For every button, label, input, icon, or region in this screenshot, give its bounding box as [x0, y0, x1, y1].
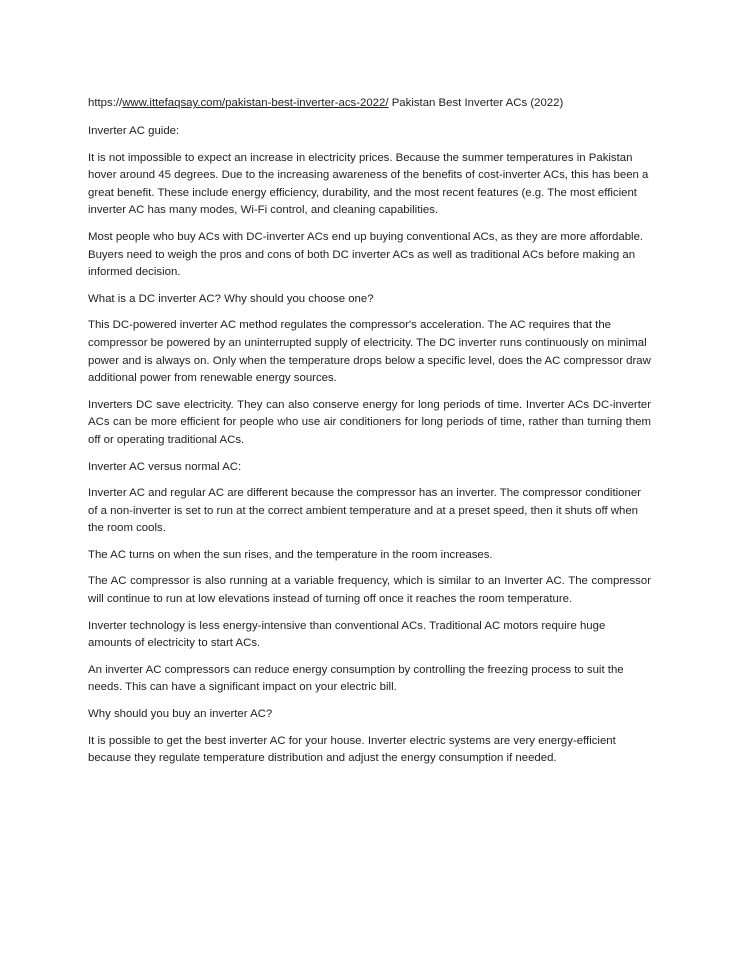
section-heading-guide: Inverter AC guide:: [88, 125, 180, 137]
paragraph-variable-frequency: The AC compressor is also running at a variable frequency, which is similar to an Inverter AC. The compressor will continue to run at low elevations instead of turning off once it reaches the room temperature.: [88, 575, 651, 606]
section-heading-versus: Inverter AC versus normal AC:: [88, 460, 242, 473]
paragraph-prices: It is not impossible to expect an increase in electricity prices. Because the summer temperatures in Pakistan hover around 45 degrees. Due to the increasing awareness of the benefits of cost-inverter ACs, this has been a great benefit. These include energy efficiency, durability, and the most recent features (e.g. The most efficient inverter AC has many modes, Wi-Fi control, and cleaning capabilities.: [88, 151, 649, 217]
section-heading-why-buy: Why should you buy an inverter AC?: [88, 708, 273, 721]
article-title: Pakistan Best Inverter ACs (2022): [391, 97, 564, 109]
paragraph-compressors: An inverter AC compressors can reduce energy consumption by controlling the freezing process to suit the needs. This can have a significant impact on your electric bill.: [88, 663, 624, 694]
paragraph-save-electricity: Inverters DC save electricity. They can also conserve energy for long periods of time. Inverter ACs DC-inverter ACs can be more efficient for people who use air conditioners for long periods of time, rather than turning them off or operating traditional ACs.: [88, 398, 651, 446]
source-line: [88, 95, 651, 111]
section-heading-what-is: What is a DC inverter AC? Why should you choose one?: [88, 292, 374, 305]
url-prefix: https://: [88, 97, 123, 109]
paragraph-sun-rises: The AC turns on when the sun rises, and the temperature in the room increases.: [88, 548, 493, 561]
paragraph-buyers: Most people who buy ACs with DC-inverter ACs end up buying conventional ACs, as they are more affordable. Buyers need to weigh the pros and cons of both DC inverter ACs as well as traditional ACs before making an informed decision.: [88, 230, 644, 279]
paragraph-less-energy: Inverter technology is less energy-intensive than conventional ACs. Traditional AC motors require huge amounts of electricity to start ACs.: [88, 619, 606, 650]
source-url-link[interactable]: www.ittefaqsay.com/pakistan-best-inverter-acs-2022/: [122, 97, 389, 109]
paragraph-difference: Inverter AC and regular AC are different because the compressor has an inverter. The compressor conditioner of a non-inverter is set to run at the correct ambient temperature and at a preset speed, then it shuts off when the room cools.: [88, 487, 641, 535]
paragraph-best-inverter: It is possible to get the best inverter AC for your house. Inverter electric systems are very energy-efficient because they regulate temperature distribution and adjust the energy consumption if needed.: [88, 734, 616, 765]
paragraph-dc-method: This DC-powered inverter AC method regulates the compressor's acceleration. The AC requires that the compressor be powered by an uninterrupted supply of electricity. The DC inverter runs continuously on minimal power and is always on. Only when the temperature drops below a specific level, does the AC compressor draw additional power from renewable energy sources.: [88, 319, 651, 385]
